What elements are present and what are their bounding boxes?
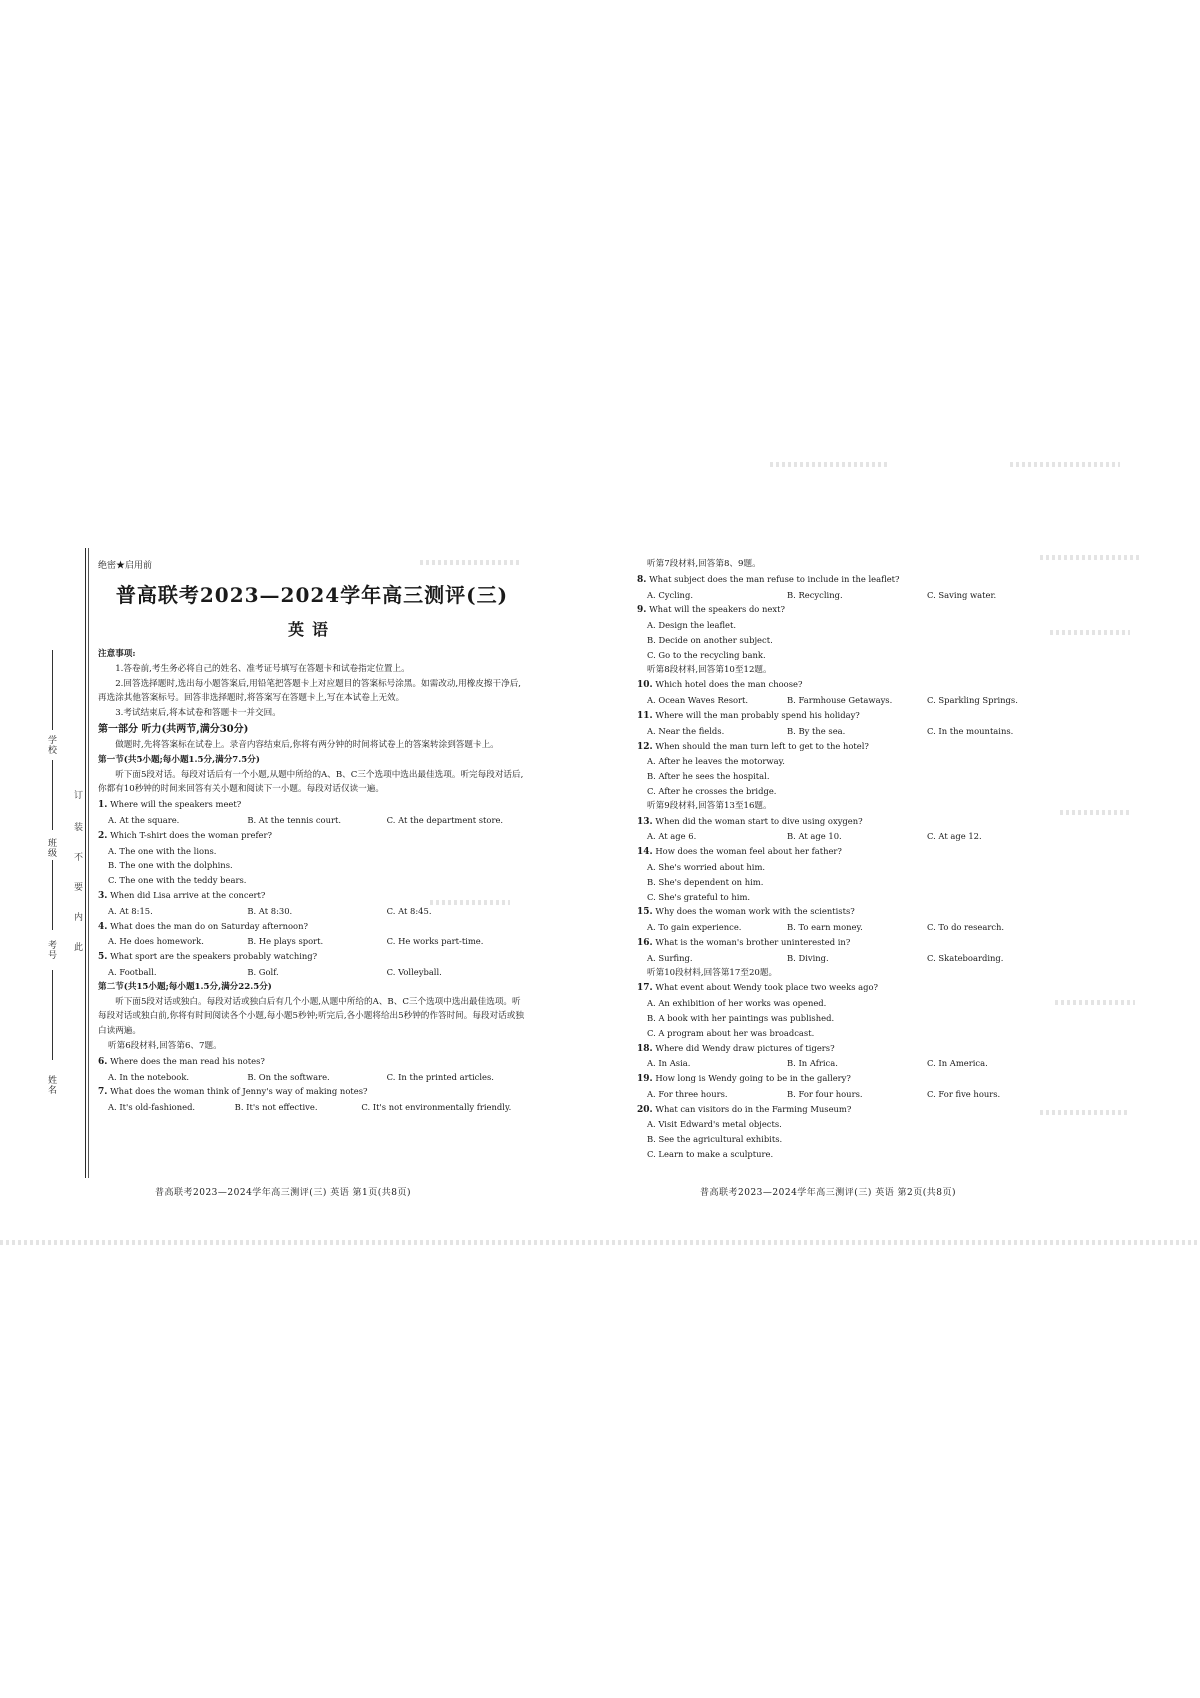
option-c: C. In the printed articles. xyxy=(386,1071,494,1082)
question xyxy=(637,904,1067,920)
page-footer-1: 普高联考2023—2024学年高三测评(三) 英语 第1页(共8页) xyxy=(155,1188,412,1198)
option-c: C. After he crosses the bridge. xyxy=(647,785,777,796)
option-c: C. Saving water. xyxy=(927,589,997,600)
examno-blank-line xyxy=(52,860,53,930)
option-a: A. Design the leaflet. xyxy=(647,620,737,631)
examno-label: 考号 xyxy=(46,940,56,960)
seal-char: 要 xyxy=(74,883,84,893)
material-heading: 听第6段材料,回答第6、7题。 xyxy=(108,1040,222,1051)
option-c: C. Skateboarding. xyxy=(927,952,1004,963)
class-blank-line xyxy=(52,760,53,830)
question-text: What will the speakers do next? xyxy=(649,604,785,615)
option-c: C. Volleyball. xyxy=(386,966,442,977)
option-a: A. After he leaves the motorway. xyxy=(647,756,785,767)
question xyxy=(637,814,1067,830)
options-row xyxy=(98,1070,526,1085)
options-row xyxy=(637,693,1067,708)
scan-noise xyxy=(1110,1240,1170,1245)
options-row xyxy=(98,813,526,828)
material-heading: 听第9段材料,回答第13至16题。 xyxy=(647,800,772,811)
question-number: 15. xyxy=(637,907,653,918)
binding-line xyxy=(85,548,86,1178)
seal-char: 内 xyxy=(74,913,84,923)
question-text: Which T-shirt does the woman prefer? xyxy=(110,829,273,840)
material-heading: 听第8段材料,回答第10至12题。 xyxy=(647,664,772,675)
question-text: How long is Wendy going to be in the gallery? xyxy=(655,1073,851,1084)
option-a: A. Ocean Waves Resort. xyxy=(647,695,749,706)
option-a: A. Surfing. xyxy=(647,952,693,963)
question-number: 9. xyxy=(637,605,647,616)
page-footer-2: 普高联考2023—2024学年高三测评(三) 英语 第2页(共8页) xyxy=(700,1188,957,1198)
option-a: A. Football. xyxy=(108,966,157,977)
question-number: 3. xyxy=(98,890,108,901)
school-label: 学校 xyxy=(46,735,56,755)
options-row xyxy=(98,1100,526,1115)
question xyxy=(637,572,1067,588)
question xyxy=(637,1041,1067,1057)
option-b: B. By the sea. xyxy=(787,725,846,736)
option-b: B. See the agricultural exhibits. xyxy=(647,1134,783,1145)
question-text: Why does the woman work with the scientists? xyxy=(655,906,855,917)
options-row xyxy=(637,829,1067,844)
question xyxy=(637,708,1067,724)
option-b: B. A book with her paintings was published. xyxy=(647,1012,835,1023)
option-c: C. Go to the recycling bank. xyxy=(647,649,766,660)
question-text: What does the man do on Saturday afternoon? xyxy=(110,920,308,931)
option-b: B. He plays sport. xyxy=(247,936,324,947)
option-b: B. The one with the dolphins. xyxy=(108,860,233,871)
question-number: 18. xyxy=(637,1043,653,1054)
scan-noise xyxy=(0,1240,1200,1245)
name-blank-line xyxy=(52,970,53,1060)
school-blank-line xyxy=(52,650,53,730)
question-text: When did Lisa arrive at the concert? xyxy=(110,889,266,900)
option-c: C. Sparkling Springs. xyxy=(927,695,1018,706)
option-b: B. Recycling. xyxy=(787,589,843,600)
question-number: 20. xyxy=(637,1104,653,1115)
question-number: 2. xyxy=(98,830,108,841)
option-c: C. A program about her was broadcast. xyxy=(647,1027,815,1038)
question-text: When should the man turn left to get to the hotel? xyxy=(655,740,869,751)
question xyxy=(98,1084,526,1100)
section-instructions: 听下面5段对话。每段对话后有一个小题,从题中所给的A、B、C三个选项中选出最佳选项。听完每段对话后,你都有10秒钟的时间来回答有关小题和阅读下一小题。每段对话仅读一遍。 xyxy=(98,769,524,795)
question xyxy=(637,602,1067,618)
option-c: C. He works part-time. xyxy=(386,936,484,947)
question-number: 19. xyxy=(637,1074,653,1085)
question-number: 14. xyxy=(637,847,653,858)
scan-noise xyxy=(1055,1000,1135,1005)
question-text: What event about Wendy took place two weeks ago? xyxy=(655,982,879,993)
option-c: C. At age 12. xyxy=(927,831,982,842)
question-text: When did the woman start to dive using oxygen? xyxy=(655,815,863,826)
option-a: A. For three hours. xyxy=(647,1088,728,1099)
note-item: 1.答卷前,考生务必将自己的姓名、准考证号填写在答题卡和试卷指定位置上。 xyxy=(115,663,410,674)
question-text: Where will the speakers meet? xyxy=(110,799,242,810)
option-b: B. At age 10. xyxy=(787,831,842,842)
subject-title: 英语 xyxy=(287,620,336,639)
section-title: 第一节(共5小题;每小题1.5分,满分7.5分) xyxy=(98,754,260,765)
options-row xyxy=(637,951,1067,966)
options-row xyxy=(637,724,1067,739)
scan-noise xyxy=(1060,810,1130,815)
note-item: 2.回答选择题时,选出每小题答案后,用铅笔把答题卡上对应题目的答案标号涂黑。如需改动,用橡皮擦干净后,再选涂其他答案标号。回答非选择题时,将答案写在答题卡上,写在本试卷上无效。 xyxy=(98,678,522,704)
question xyxy=(637,844,1067,860)
question-text: Which hotel does the man choose? xyxy=(655,679,803,690)
question xyxy=(637,980,1067,996)
question xyxy=(637,935,1067,951)
binding-line-inner xyxy=(88,548,89,1178)
option-b: B. Golf. xyxy=(247,966,279,977)
option-c: C. The one with the teddy bears. xyxy=(108,875,247,886)
option-b: B. On the software. xyxy=(247,1071,330,1082)
option-b: B. She's dependent on him. xyxy=(647,876,764,887)
question xyxy=(98,1054,526,1070)
question xyxy=(637,739,1067,755)
option-a: A. Cycling. xyxy=(647,589,693,600)
option-b: B. Diving. xyxy=(787,952,829,963)
option-c: C. In the mountains. xyxy=(927,725,1014,736)
question xyxy=(637,1102,1067,1118)
option-a: A. The one with the lions. xyxy=(108,845,217,856)
option-b: B. To earn money. xyxy=(787,922,863,933)
option-c: C. It's not environmentally friendly. xyxy=(361,1102,512,1113)
option-a: A. Visit Edward's metal objects. xyxy=(647,1119,782,1130)
question-text: How does the woman feel about her father? xyxy=(655,846,842,857)
option-a: A. She's worried about him. xyxy=(647,861,766,872)
option-c: C. At 8:45. xyxy=(386,905,432,916)
question-number: 10. xyxy=(637,680,653,691)
material-heading: 听第7段材料,回答第8、9题。 xyxy=(647,559,761,569)
section-instructions: 听下面5段对话或独白。每段对话或独白后有几个小题,从题中所给的A、B、C三个选项中选出最佳选项。听每段对话或独白前,你将有时间阅读各个小题,每小题5秒钟;听完后,各小题将给出5秒钟的作答时间。每段对话或独白读两遍。 xyxy=(98,996,524,1037)
options-row xyxy=(637,1087,1067,1102)
option-b: B. At the tennis court. xyxy=(247,814,342,825)
option-a: A. Near the fields. xyxy=(647,725,725,736)
confidential-mark: 绝密★启用前 xyxy=(98,561,153,571)
question-number: 11. xyxy=(637,710,653,721)
option-b: B. For four hours. xyxy=(787,1088,863,1099)
option-c: C. Learn to make a sculpture. xyxy=(647,1149,774,1160)
name-label: 姓名 xyxy=(46,1075,56,1095)
question xyxy=(98,888,526,904)
option-a: A. At 8:15. xyxy=(108,905,153,916)
part-instructions: 做题时,先将答案标在试卷上。录音内容结束后,你将有两分钟的时间将试卷上的答案转涂到答题卡上。 xyxy=(115,739,499,750)
question xyxy=(98,949,526,965)
option-a: A. An exhibition of her works was opened. xyxy=(647,998,827,1009)
question-number: 4. xyxy=(98,921,108,932)
question-number: 5. xyxy=(98,952,108,963)
options-row xyxy=(98,904,526,919)
options-row xyxy=(98,934,526,949)
seal-char: 装 xyxy=(74,823,84,833)
question xyxy=(637,677,1067,693)
option-a: A. It's old-fashioned. xyxy=(108,1102,196,1113)
question-number: 16. xyxy=(637,937,653,948)
question-number: 7. xyxy=(98,1087,108,1098)
seal-char: 订 xyxy=(74,791,84,801)
seal-char: 此 xyxy=(74,943,84,953)
part-title: 第一部分 听力(共两节,满分30分) xyxy=(98,723,249,735)
scan-noise xyxy=(1010,462,1120,467)
question-text: What sport are the speakers probably watching? xyxy=(110,951,318,962)
question xyxy=(637,1071,1067,1087)
question-number: 17. xyxy=(637,983,653,994)
question-text: What is the woman's brother uninterested in? xyxy=(655,936,851,947)
notes-heading: 注意事项: xyxy=(98,649,136,659)
option-b: B. At 8:30. xyxy=(247,905,293,916)
options-row xyxy=(637,588,1067,603)
option-b: B. After he sees the hospital. xyxy=(647,771,770,782)
exam-page-2 xyxy=(637,557,1067,1162)
option-c: C. In America. xyxy=(927,1058,988,1069)
option-a: A. He does homework. xyxy=(108,936,204,947)
question-number: 8. xyxy=(637,574,647,585)
question-number: 6. xyxy=(98,1056,108,1067)
question-text: Where does the man read his notes? xyxy=(110,1055,265,1066)
question-text: What does the woman think of Jenny's way of making notes? xyxy=(110,1086,368,1097)
question-number: 12. xyxy=(637,741,653,752)
options-row xyxy=(637,920,1067,935)
option-c: C. At the department store. xyxy=(386,814,504,825)
question-number: 1. xyxy=(98,800,108,811)
class-label: 班级 xyxy=(46,838,56,858)
option-c: C. She's grateful to him. xyxy=(647,891,751,902)
question-text: What can visitors do in the Farming Museum? xyxy=(655,1103,852,1114)
option-b: B. In Africa. xyxy=(787,1058,838,1069)
option-a: A. At age 6. xyxy=(647,831,697,842)
option-a: A. In Asia. xyxy=(647,1058,691,1069)
exam-title: 普高联考2023—2024学年高三测评(三) xyxy=(115,583,509,607)
option-b: B. It's not effective. xyxy=(234,1102,318,1113)
option-c: C. To do research. xyxy=(927,922,1005,933)
option-a: A. To gain experience. xyxy=(647,922,742,933)
seal-char: 不 xyxy=(74,853,84,863)
option-a: A. At the square. xyxy=(108,814,180,825)
question-text: Where will the man probably spend his holiday? xyxy=(655,709,860,720)
option-b: B. Decide on another subject. xyxy=(647,634,773,645)
question xyxy=(98,797,526,813)
question xyxy=(98,828,526,844)
options-row xyxy=(98,965,526,980)
option-a: A. In the notebook. xyxy=(108,1071,190,1082)
question-number: 13. xyxy=(637,816,653,827)
question-text: Where did Wendy draw pictures of tigers? xyxy=(655,1042,835,1053)
note-item: 3.考试结束后,将本试卷和答题卡一并交回。 xyxy=(115,708,281,719)
options-row xyxy=(637,1056,1067,1071)
section-title: 第二节(共15小题;每小题1.5分,满分22.5分) xyxy=(98,981,272,992)
option-c: C. For five hours. xyxy=(927,1088,1001,1099)
question-text: What subject does the man refuse to include in the leaflet? xyxy=(649,573,900,584)
exam-page-1 xyxy=(98,555,526,1115)
scan-noise xyxy=(770,462,890,467)
option-b: B. Farmhouse Getaways. xyxy=(787,695,893,706)
material-heading: 听第10段材料,回答第17至20题。 xyxy=(647,967,778,978)
question xyxy=(98,919,526,935)
